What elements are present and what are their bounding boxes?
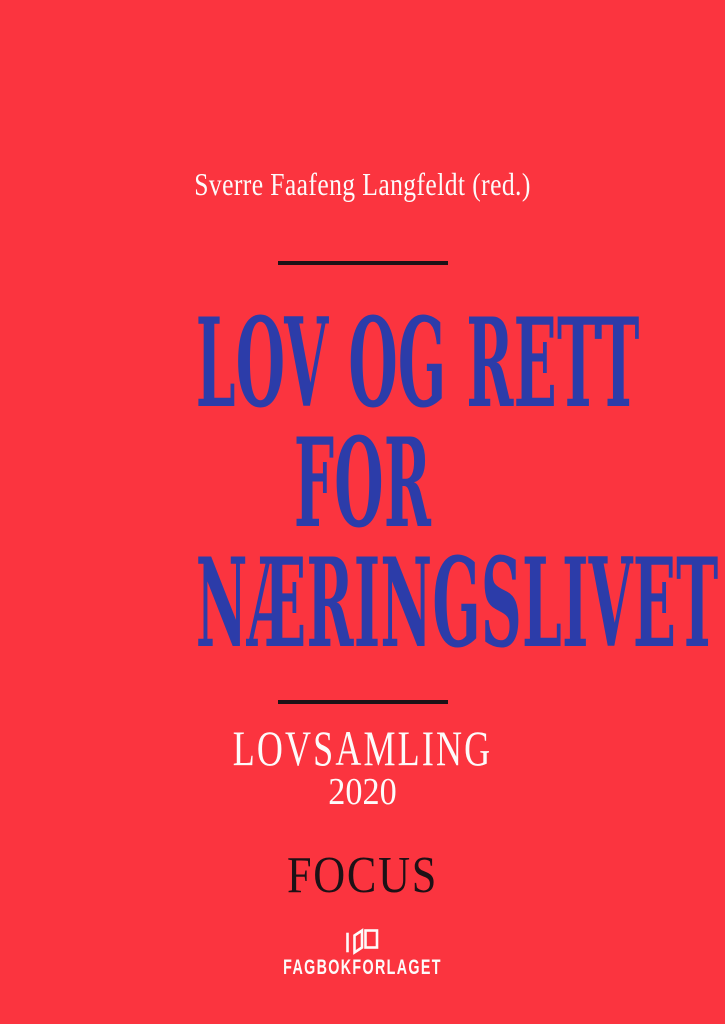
edition-year: 2020 <box>328 771 397 813</box>
bottom-divider-rule <box>278 700 448 704</box>
open-book-icon <box>344 926 381 956</box>
book-left-page <box>355 931 363 953</box>
title-line-3: NÆRINGSLIVET <box>195 532 719 676</box>
book-title <box>0 292 725 676</box>
top-divider-rule <box>278 261 448 265</box>
title-line-2: FOR <box>293 412 432 556</box>
book-right-page <box>366 931 378 948</box>
edition-name: FOCUS <box>286 847 438 904</box>
series-name: LOVSAMLING <box>232 720 493 776</box>
title-line-1: LOV OG RETT <box>195 292 640 436</box>
publisher-name: FAGBOKFORLAGET <box>283 956 442 979</box>
author-name: Sverre Faafeng Langfeldt (red.) <box>194 166 531 202</box>
